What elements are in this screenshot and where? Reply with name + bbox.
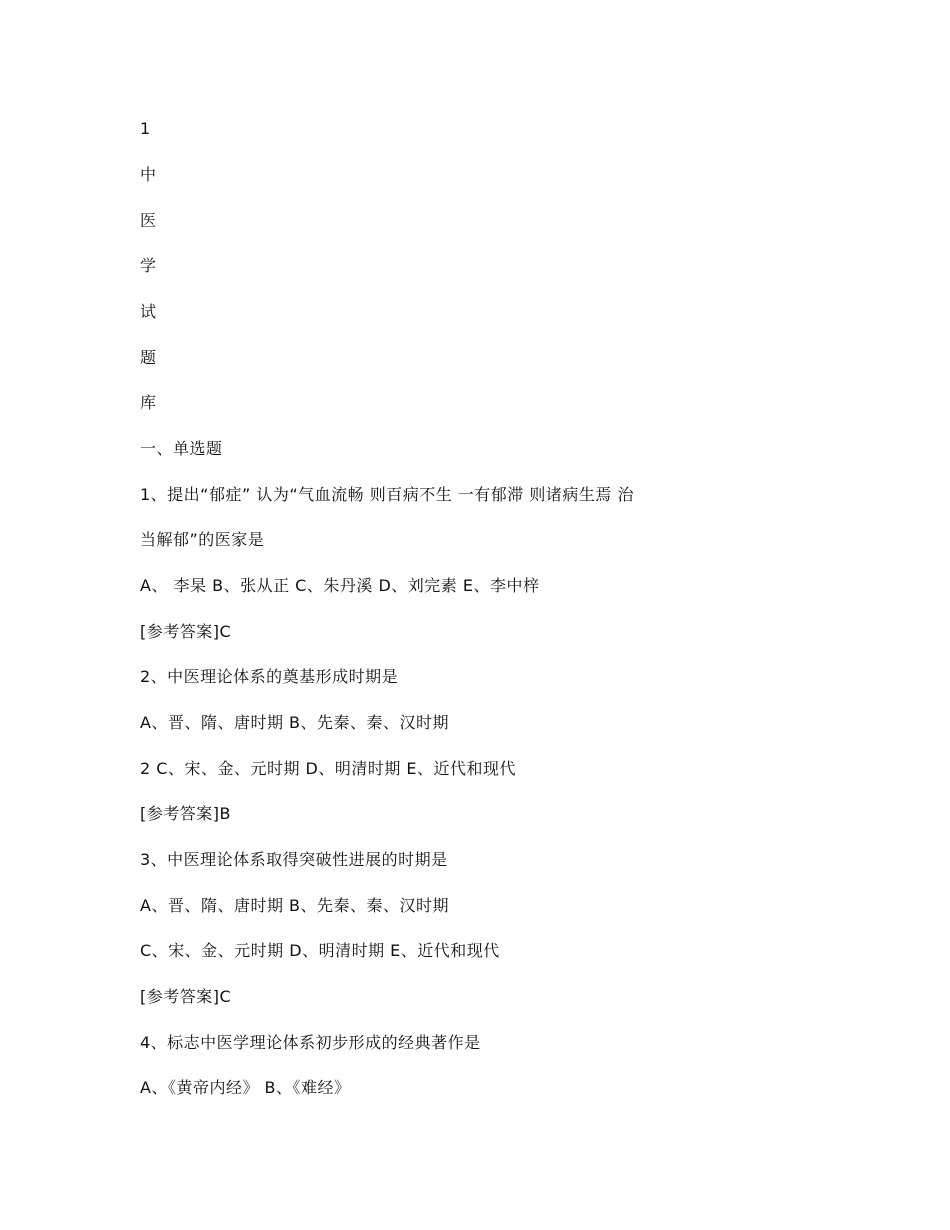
answer-options: C、宋、金、元时期 D、明清时期 E、近代和现代	[140, 941, 500, 960]
title-char: 医	[140, 211, 157, 230]
reference-answer: [参考答案]C	[140, 987, 232, 1006]
answer-options: A、晋、隋、唐时期 B、先秦、秦、汉时期	[140, 713, 450, 732]
page-number: 1	[140, 119, 151, 138]
reference-answer: [参考答案]B	[140, 804, 231, 823]
answer-options: A、晋、隋、唐时期 B、先秦、秦、汉时期	[140, 896, 450, 915]
title-char: 库	[140, 393, 157, 412]
title-char: 中	[140, 165, 157, 184]
title-char: 题	[140, 348, 157, 367]
question-text: 4、标志中医学理论体系初步形成的经典著作是	[140, 1033, 481, 1052]
question-text: 1、提出“郁症” 认为“气血流畅 则百病不生 一有郁滞 则诸病生焉 治	[140, 485, 634, 504]
reference-answer: [参考答案]C	[140, 622, 232, 641]
question-text: 2、中医理论体系的奠基形成时期是	[140, 667, 399, 686]
question-text: 当解郁”的医家是	[140, 530, 265, 549]
answer-options: A、 李杲 B、张从正 C、朱丹溪 D、刘完素 E、李中梓	[140, 576, 540, 595]
title-char: 学	[140, 256, 157, 275]
answer-options: 2 C、宋、金、元时期 D、明清时期 E、近代和现代	[140, 759, 517, 778]
title-char: 试	[140, 302, 157, 321]
answer-options: A、《黄帝内经》 B、《难经》	[140, 1078, 351, 1097]
question-text: 3、中医理论体系取得突破性进展的时期是	[140, 850, 448, 869]
section-heading: 一、单选题	[140, 439, 223, 458]
